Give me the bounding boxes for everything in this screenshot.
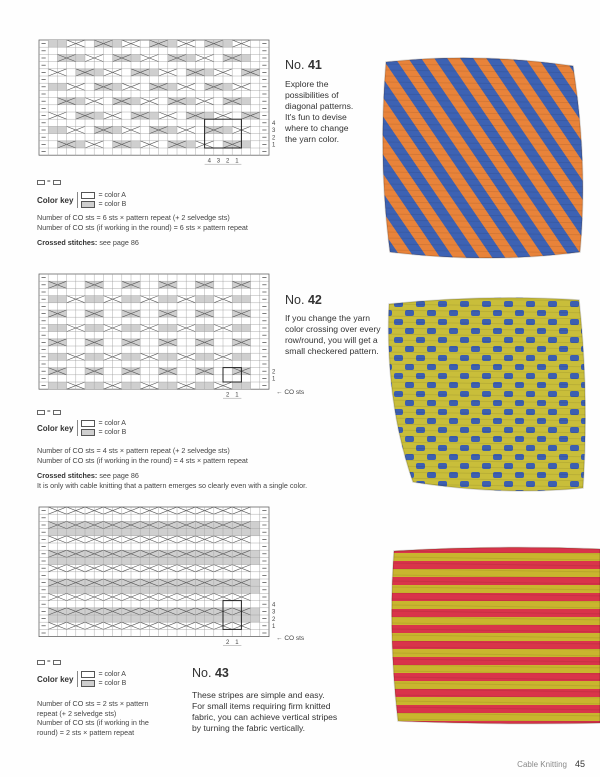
color-b-label: = color B [98,680,127,687]
row-number: 2 [272,135,276,142]
co-sts-label-43: ← CO sts [276,635,305,642]
stitch-symbol-legend: = [37,659,61,665]
swatch-photo-42 [383,292,591,502]
column-number: 2 [226,640,230,647]
pattern-description-43: These stripes are simple and easy. For small items requiring firm knitted fabric, you can achieve vertical stripes by turning the fabric vertically. [192,690,338,733]
co-note-round: Number of CO sts (if working in the round) = 6 sts × pattern repeat [37,222,248,232]
color-a-swatch [81,420,95,427]
color-b-swatch [81,201,95,208]
co-sts-label-42: ← CO sts [276,389,305,396]
stitch-symbol-legend: = [37,179,61,185]
book-title: Cable Knitting [517,759,567,769]
color-key-title: Color key [37,195,74,205]
stitch-box-icon [53,180,61,185]
co-note-cont: repeat (+ 2 selvedge sts) [37,708,117,718]
stitch-box-icon [53,410,61,415]
color-a-label: = color A [98,420,126,427]
color-key-title: Color key [37,423,74,433]
row-number: 4 [272,121,276,127]
column-number: 1 [235,640,239,647]
column-number: 2 [226,158,230,165]
row-number: 2 [272,616,276,623]
swatch-photo-43 [388,545,600,730]
pattern-number-41: No. 41 [285,58,322,72]
chart-43 [37,505,277,650]
color-key-42 [37,420,126,436]
crossed-stitches-note: Crossed stitches: see page 86 [37,238,139,247]
co-note: Number of CO sts = 4 sts × pattern repeat (+ 2 selvedge sts) [37,446,230,455]
column-number: 3 [216,158,221,165]
column-number: 1 [235,158,239,165]
row-number: 1 [272,624,276,630]
co-note-round-cont: round) = 2 sts × pattern repeat [37,727,135,737]
color-a-label: = color A [98,671,126,678]
column-number: 1 [235,392,239,399]
color-b-label: = color B [98,429,127,436]
row-number: 1 [272,142,276,149]
row-number: 3 [272,609,276,616]
knit-symbol-icon [37,410,45,415]
knit-symbol-icon [37,660,45,665]
pattern-description-42: If you change the yarn color crossing over every row/round, you will get a small checkered pattern. [285,313,381,356]
page-number: 45 [574,759,585,769]
column-number: 4 [207,158,211,165]
color-b-swatch [81,680,95,687]
knit-symbol-icon [37,180,45,185]
page-footer [517,759,585,769]
color-b-label: = color B [98,201,127,208]
row-number: 1 [272,376,276,383]
notes-43 [37,699,149,737]
notes-41 [37,213,248,248]
swatch-photo-41 [378,52,588,269]
co-note: Number of CO sts = 2 sts × pattern [37,699,149,708]
extra-note: It is only with cable knitting that a pattern emerges so clearly even with a single color. [37,480,308,490]
row-number: 2 [272,369,276,376]
color-a-swatch [81,671,95,678]
pattern-description-41: Explore the possibilities of diagonal patterns. It's fun to devise where to change the yarn color. [285,79,354,144]
pattern-number-42: No. 42 [285,293,322,307]
color-b-swatch [81,429,95,436]
color-key-41 [37,192,126,208]
notes-42 [37,446,307,490]
row-number: 3 [272,128,276,135]
color-key-43 [37,671,126,687]
color-a-label: = color A [98,192,126,199]
column-number: 2 [226,392,230,399]
co-note-round: Number of CO sts (if working in the round) = 4 sts × pattern repeat [37,455,248,465]
crossed-stitches-note: Crossed stitches: see page 86 [37,471,139,480]
stitch-box-icon [53,660,61,665]
pattern-number-43: No. 43 [192,666,229,680]
chart-42 [37,272,277,407]
stitch-symbol-legend: = [37,409,61,415]
chart-41 [37,38,277,168]
co-note-round: Number of CO sts (if working in the [37,718,149,727]
color-key-title: Color key [37,674,74,684]
row-number: 4 [272,602,276,609]
color-a-swatch [81,192,95,199]
co-note: Number of CO sts = 6 sts × pattern repeat (+ 2 selvedge sts) [37,213,230,222]
